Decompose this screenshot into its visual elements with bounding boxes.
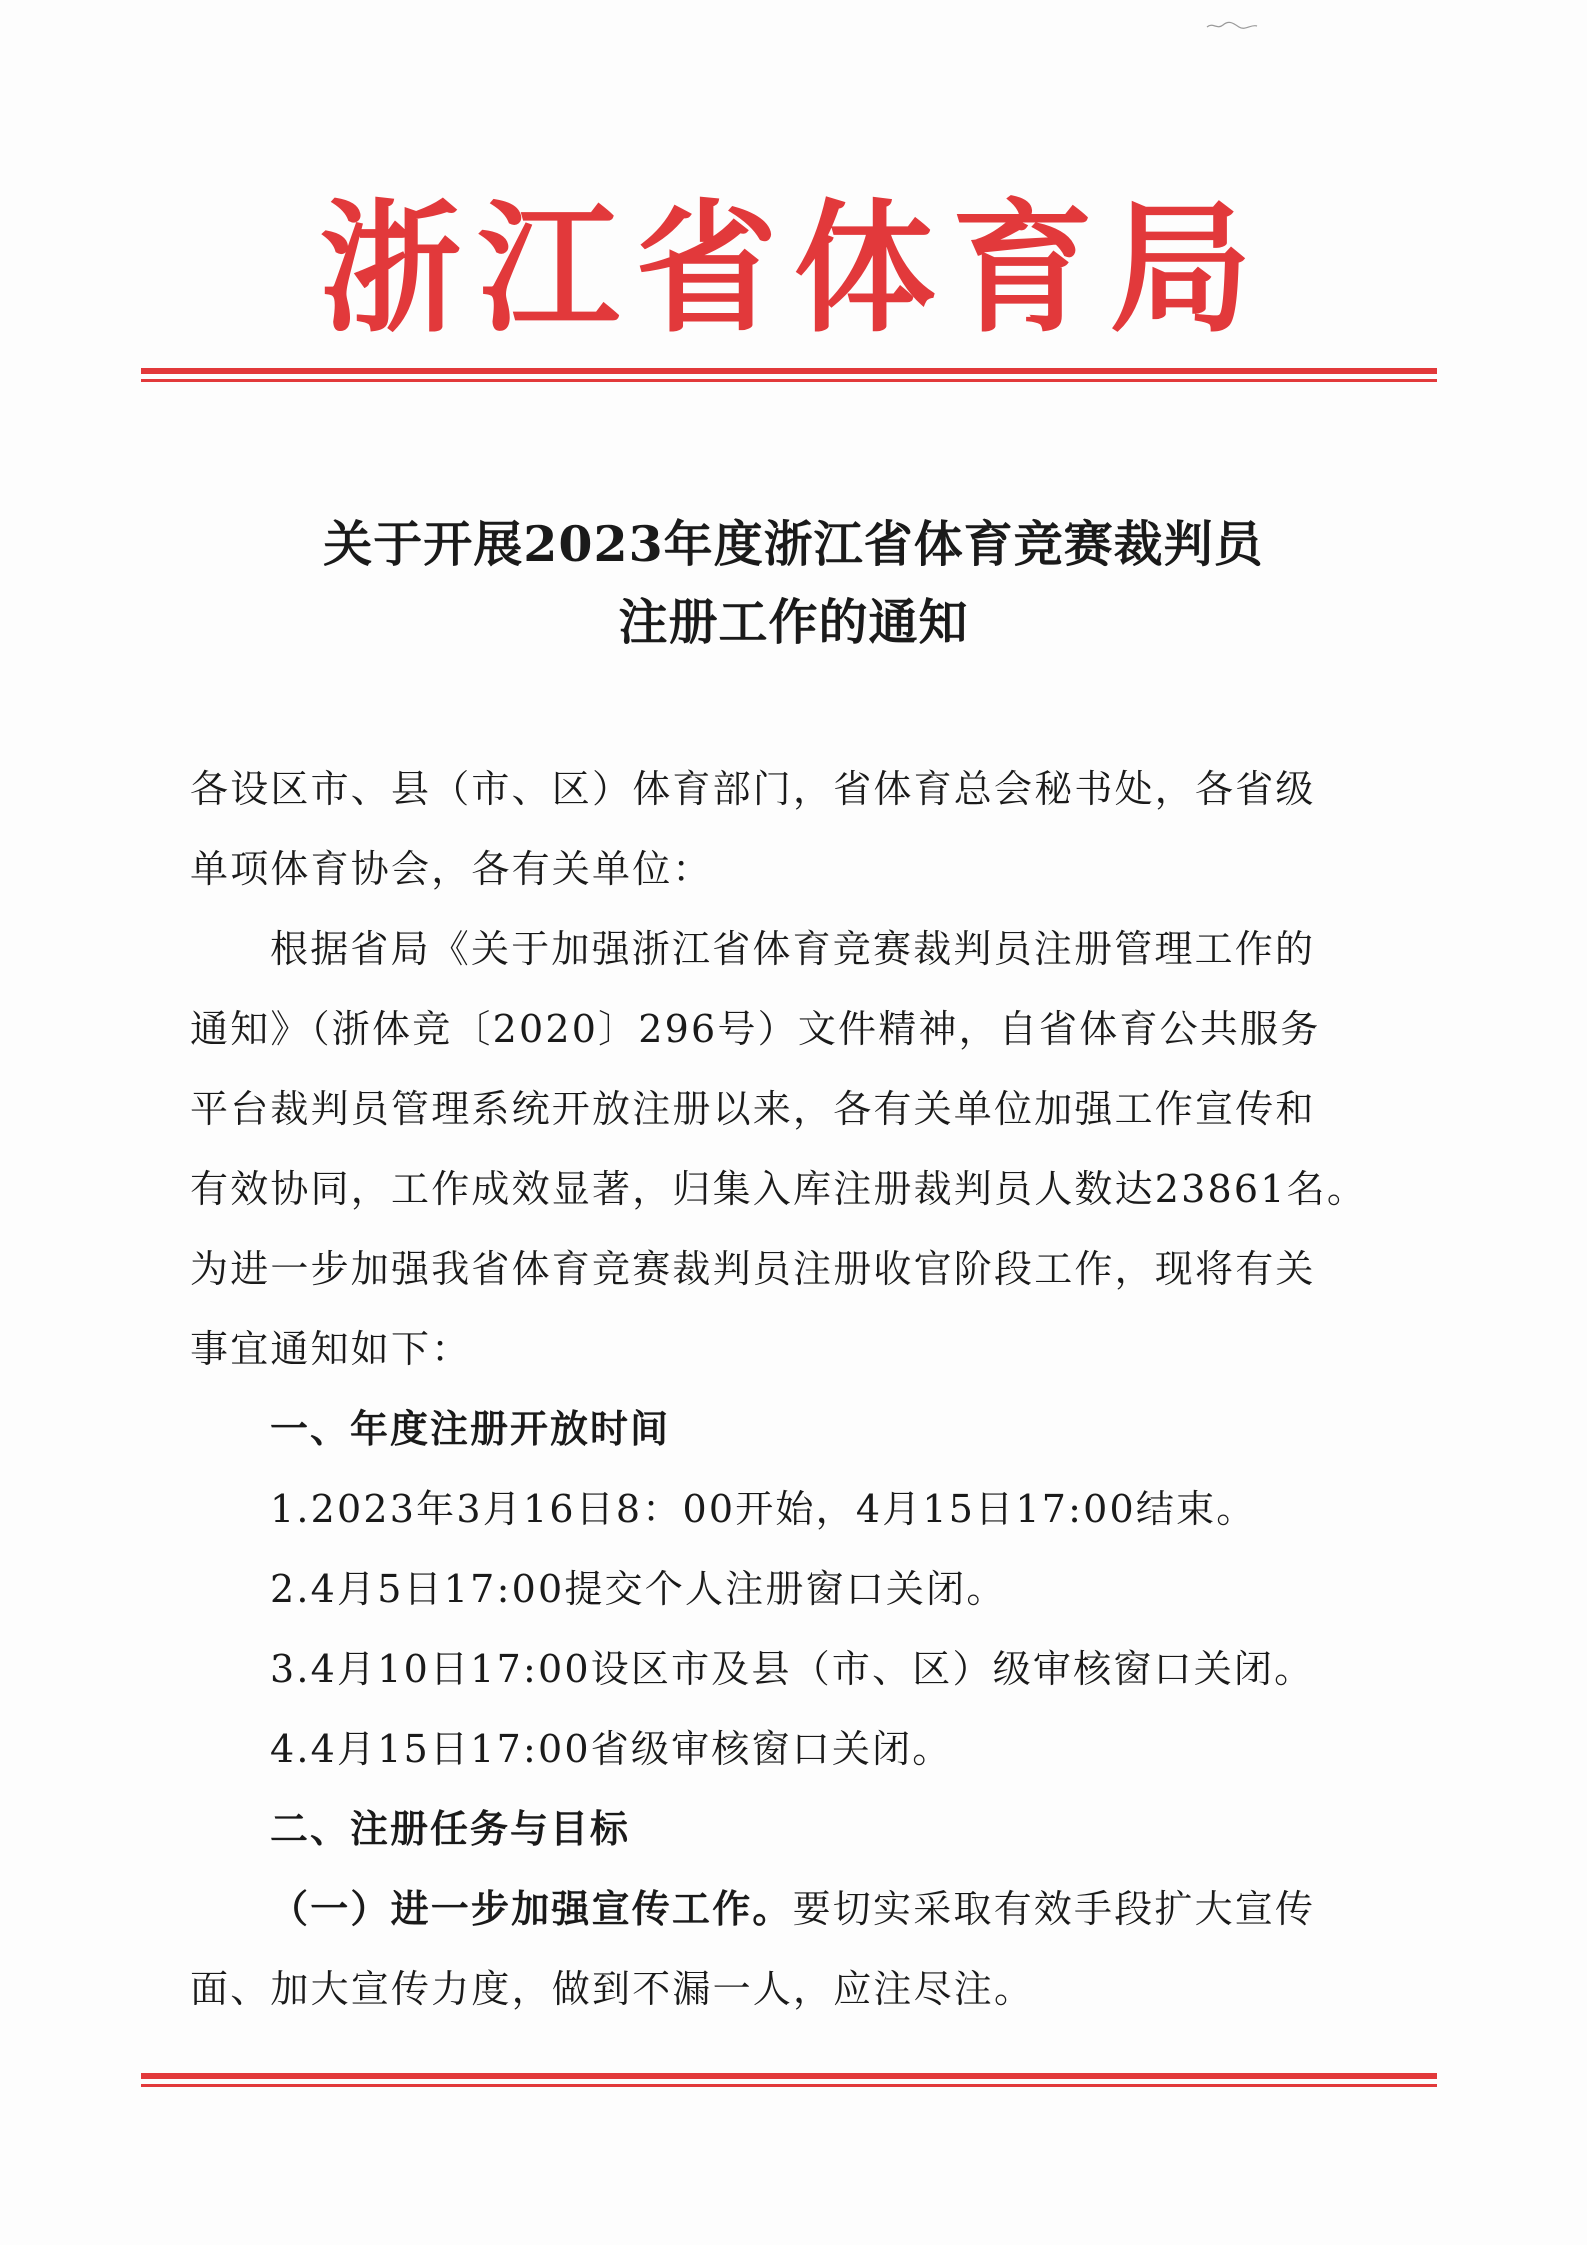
section-2-text-1: 要切实采取有效手段扩大宣传 bbox=[792, 1887, 1316, 1931]
divider-thin-line bbox=[141, 379, 1437, 382]
divider-thin-line bbox=[141, 2084, 1437, 2087]
section-2-paragraph-line-2: 面、加大宣传力度，做到不漏一人，应注尽注。 bbox=[190, 1967, 1035, 2011]
section-2-subheading: （一）进一步加强宣传工作。 bbox=[270, 1886, 793, 1931]
body-line-8: 事宜通知如下： bbox=[190, 1327, 472, 1371]
section-1-item-3: 3.4月10日17:00设区市及县（市、区）级审核窗口关闭。 bbox=[270, 1647, 1315, 1691]
letterhead-org-name: 浙江省体育局 bbox=[319, 187, 1268, 352]
body-line-4: 通知》（浙体竞〔2020〕296号）文件精神，自省体育公共服务 bbox=[190, 1007, 1321, 1051]
body-line-6: 有效协同，工作成效显著，归集入库注册裁判员人数达23861名。 bbox=[190, 1167, 1368, 1211]
section-2-heading: 二、注册任务与目标 bbox=[270, 1807, 631, 1851]
section-1-item-4: 4.4月15日17:00省级审核窗口关闭。 bbox=[270, 1727, 953, 1771]
body-line-1: 各设区市、县（市、区）体育部门，省体育总会秘书处，各省级 bbox=[190, 767, 1316, 811]
body-line-2: 单项体育协会，各有关单位： bbox=[190, 847, 713, 891]
divider-thick-line bbox=[141, 368, 1437, 374]
section-1-item-2: 2.4月5日17:00提交个人注册窗口关闭。 bbox=[270, 1567, 1007, 1611]
section-1-item-1: 1.2023年3月16日8：00开始，4月15日17:00结束。 bbox=[270, 1487, 1257, 1531]
body-line-5: 平台裁判员管理系统开放注册以来，各有关单位加强工作宣传和 bbox=[190, 1087, 1316, 1131]
page-divider-bottom bbox=[141, 2073, 1437, 2090]
margin-scribble bbox=[1205, 18, 1265, 38]
document-title-line-1: 关于开展2023年度浙江省体育竞赛裁判员 bbox=[323, 515, 1264, 573]
divider-thick-line bbox=[141, 2073, 1437, 2079]
letterhead-divider-top bbox=[141, 368, 1437, 385]
body-line-3: 根据省局《关于加强浙江省体育竞赛裁判员注册管理工作的 bbox=[270, 927, 1316, 971]
section-1-heading: 一、年度注册开放时间 bbox=[270, 1407, 671, 1451]
document-title-line-2: 注册工作的通知 bbox=[618, 593, 969, 651]
section-2-paragraph-line-1 bbox=[270, 1885, 1315, 1933]
body-line-7: 为进一步加强我省体育竞赛裁判员注册收官阶段工作，现将有关 bbox=[190, 1247, 1316, 1291]
